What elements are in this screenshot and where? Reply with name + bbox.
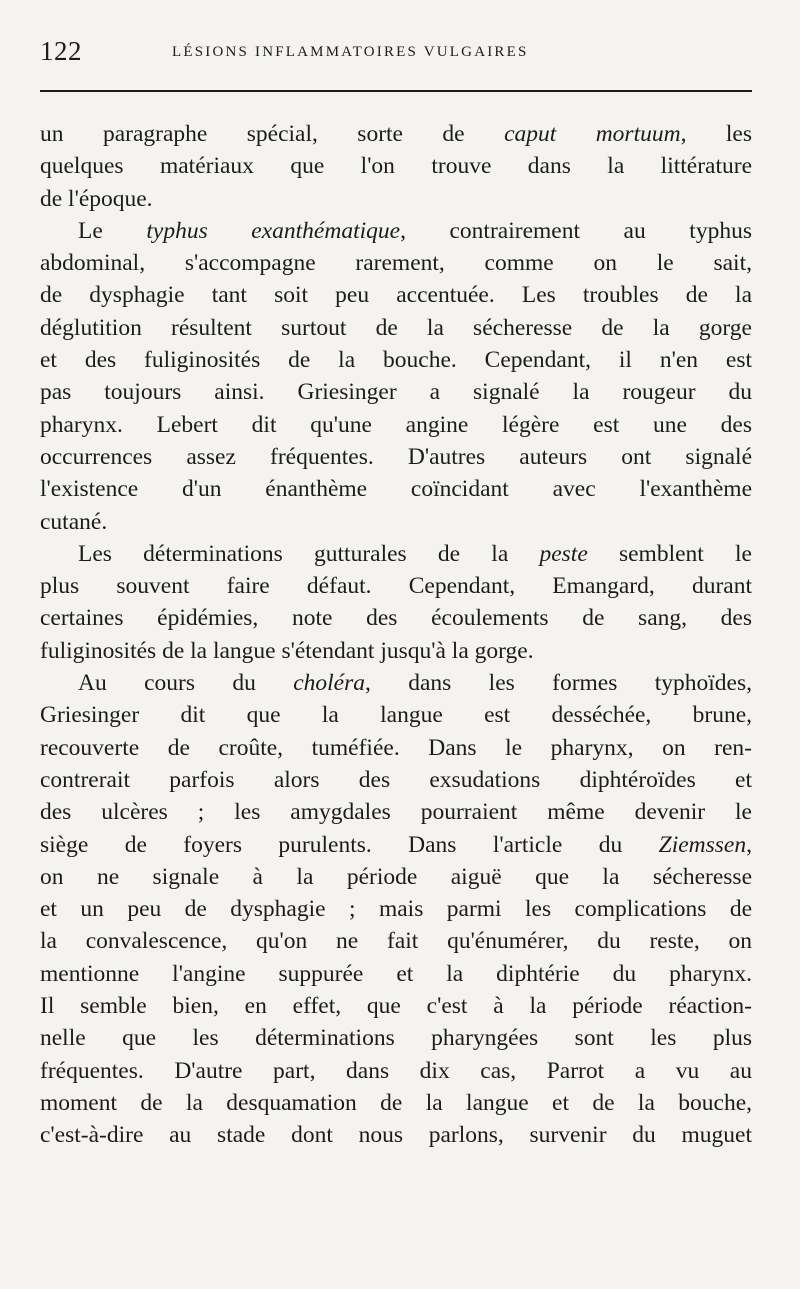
text-line bbox=[40, 796, 752, 828]
text-segment: la convalescence, qu'on ne fait qu'énumérer, du reste, on bbox=[40, 928, 752, 955]
text-segment: Au cours du bbox=[78, 670, 294, 697]
text-segment: Griesinger dit que la langue est desséchée, brune, bbox=[40, 702, 752, 729]
text-line bbox=[40, 312, 752, 344]
text-line bbox=[40, 183, 752, 215]
text-segment: et un peu de dysphagie ; mais parmi les complications de bbox=[40, 896, 752, 923]
page-header bbox=[40, 36, 752, 66]
text-segment: et des fuliginosités de la bouche. Cependant, il n'en est bbox=[40, 347, 752, 374]
text-segment: , bbox=[746, 831, 752, 858]
text-line bbox=[40, 635, 752, 667]
text-segment: l'existence d'un énanthème coïncidant avec l'exanthème bbox=[40, 476, 752, 503]
text-line bbox=[40, 1119, 752, 1151]
text-segment: déglutition résultent surtout de la sécheresse de la gorge bbox=[40, 314, 752, 341]
text-segment: nelle que les déterminations pharyngées sont les plus bbox=[40, 1025, 752, 1052]
italic-term: peste bbox=[539, 540, 588, 567]
text-line bbox=[40, 473, 752, 505]
text-segment: siège de foyers purulents. Dans l'article du bbox=[40, 831, 659, 858]
text-line bbox=[40, 764, 752, 796]
text-segment: pas toujours ainsi. Griesinger a signalé la rougeur du bbox=[40, 379, 752, 406]
italic-term: Ziemssen bbox=[658, 831, 747, 858]
text-line bbox=[40, 925, 752, 957]
text-line bbox=[40, 506, 752, 538]
text-line bbox=[40, 409, 752, 441]
text-segment: semblent le bbox=[587, 540, 752, 567]
text-segment: Il semble bien, en effet, que c'est à la période réaction- bbox=[40, 993, 752, 1020]
text-line bbox=[40, 441, 752, 473]
text-line bbox=[40, 279, 752, 311]
text-segment: pharynx. Lebert dit qu'une angine légère est une des bbox=[40, 411, 752, 438]
text-line bbox=[40, 861, 752, 893]
text-line bbox=[40, 538, 752, 570]
text-line bbox=[40, 215, 752, 247]
text-segment: un paragraphe spécial, sorte de bbox=[40, 121, 505, 147]
italic-term: typhus exanthématique bbox=[146, 217, 401, 244]
text-segment: , les bbox=[680, 121, 752, 147]
text-line bbox=[40, 699, 752, 731]
text-line bbox=[40, 732, 752, 764]
text-segment: mentionne l'angine suppurée et la diphtérie du pharynx. bbox=[40, 960, 752, 987]
page-number: 122 bbox=[40, 36, 82, 66]
text-line bbox=[40, 118, 752, 150]
text-segment: plus souvent faire défaut. Cependant, Emangard, durant bbox=[40, 573, 752, 600]
text-line bbox=[40, 893, 752, 925]
running-title: LÉSIONS INFLAMMATOIRES VULGAIRES bbox=[172, 44, 529, 60]
body-text bbox=[40, 118, 752, 1152]
text-segment: de l'époque. bbox=[40, 185, 153, 212]
text-line bbox=[40, 667, 752, 699]
text-segment: recouverte de croûte, tuméfiée. Dans le pharynx, on ren- bbox=[40, 734, 752, 761]
text-segment: , contrairement au typhus bbox=[400, 217, 752, 244]
text-segment: certaines épidémies, note des écoulements de sang, des bbox=[40, 605, 752, 632]
text-segment: c'est-à-dire au stade dont nous parlons, survenir du muguet bbox=[40, 1122, 752, 1149]
text-line bbox=[40, 958, 752, 990]
text-segment: quelques matériaux que l'on trouve dans la littérature bbox=[40, 153, 752, 180]
text-segment: fréquentes. D'autre part, dans dix cas, Parrot a vu au bbox=[40, 1057, 752, 1084]
text-segment: de dysphagie tant soit peu accentuée. Les troubles de la bbox=[40, 282, 752, 309]
text-line bbox=[40, 1055, 752, 1087]
text-segment: occurrences assez fréquentes. D'autres auteurs ont signalé bbox=[40, 443, 752, 470]
text-segment: moment de la desquamation de la langue et de la bouche, bbox=[40, 1089, 752, 1116]
text-line bbox=[40, 602, 752, 634]
text-segment: , dans les formes typhoïdes, bbox=[365, 670, 752, 697]
header-rule bbox=[40, 90, 752, 92]
text-segment: fuliginosités de la langue s'étendant jusqu'à la gorge. bbox=[40, 637, 534, 664]
text-segment: Les déterminations gutturales de la bbox=[78, 540, 540, 567]
italic-term: caput mortuum bbox=[504, 121, 681, 147]
text-line bbox=[40, 247, 752, 279]
text-segment: Le bbox=[78, 217, 147, 244]
text-line bbox=[40, 1087, 752, 1119]
text-line bbox=[40, 570, 752, 602]
text-line bbox=[40, 376, 752, 408]
text-segment: contrerait parfois alors des exsudations diphtéroïdes et bbox=[40, 766, 752, 793]
text-segment: cutané. bbox=[40, 508, 108, 535]
text-segment: abdominal, s'accompagne rarement, comme on le sait, bbox=[40, 250, 752, 277]
text-segment: on ne signale à la période aiguë que la sécheresse bbox=[40, 863, 752, 890]
text-segment: des ulcères ; les amygdales pourraient même devenir le bbox=[40, 799, 752, 826]
text-line bbox=[40, 150, 752, 182]
text-line bbox=[40, 344, 752, 376]
text-line bbox=[40, 829, 752, 861]
italic-term: choléra bbox=[293, 670, 365, 697]
text-line bbox=[40, 990, 752, 1022]
text-line bbox=[40, 1022, 752, 1054]
